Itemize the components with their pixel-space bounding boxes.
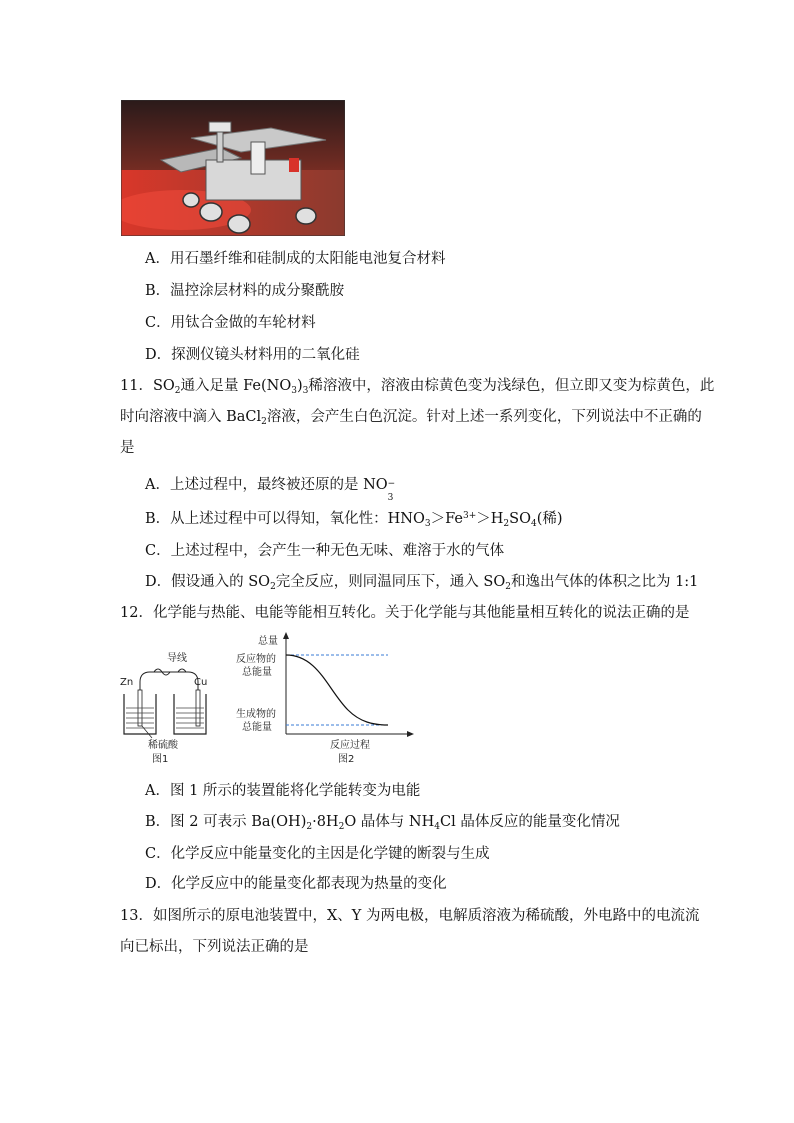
fig2-x-label: 反应过程 <box>330 740 370 751</box>
q12-option-d: D．化学反应中的能量变化都表现为热量的变化 <box>145 876 447 892</box>
fig1-cu-label: Cu <box>194 677 208 688</box>
mars-rover-photo <box>121 100 345 236</box>
q11-stem-line1: 11．$SO_2$通入足量 $Fe(NO_3)_3$稀溶液中，溶液由棕黄色变为浅绿色，但立即又变为棕黄色，此 <box>120 378 715 396</box>
q10-option-b: B．温控涂层材料的成分聚酰胺 <box>145 283 345 299</box>
q11-stem-line3: 是 <box>120 440 135 456</box>
q10-option-c: C．用钛合金做的车轮材料 <box>145 315 316 331</box>
q11-option-c: C．上述过程中，会产生一种无色无味、难溶于水的气体 <box>145 543 505 559</box>
fig2-reactant-label-2: 总能量 <box>242 667 272 678</box>
q10-option-a: A．用石墨纤维和硅制成的太阳能电池复合材料 <box>145 251 446 267</box>
fig1-caption: 图1 <box>152 754 169 765</box>
q11-option-b: B．从上述过程中可以得知，氧化性：$HNO_3>Fe^{3+}>H_2SO_4$(稀) <box>145 511 563 529</box>
fig2-reactant-label-1: 反应物的 <box>236 654 276 665</box>
q11-stem-line2: 时向溶液中滴入 BaCl$_2$溶液，会产生白色沉淀。针对上述一系列变化，下列说法中不正确的 <box>120 409 702 427</box>
q12-option-b: B．图 2 可表示 $Ba(OH)_2\cdot 8H_2O$ 晶体与 $NH_4Cl$ 晶体反应的能量变化情况 <box>145 814 620 832</box>
q11-option-d: D．假设通入的 $SO_2$完全反应，则同温同压下，通入 $SO_2$和逸出气体的体积之比为 1:1 <box>145 574 699 592</box>
figure-2-energy-diagram <box>228 630 418 766</box>
q10-option-d: D．探测仪镜头材料用的二氧化硅 <box>145 347 360 363</box>
figure-1-galvanic-cell <box>118 646 218 766</box>
fig1-zn-label: Zn <box>120 677 134 688</box>
q12-option-a: A．图 1 所示的装置能将化学能转变为电能 <box>145 783 421 799</box>
fig2-product-label-1: 生成物的 <box>236 709 276 720</box>
q13-stem-line2: 向已标出，下列说法正确的是 <box>120 939 309 955</box>
fig2-y-label: 总量 <box>258 636 278 647</box>
fig2-product-label-2: 总能量 <box>242 722 272 733</box>
q11-option-a: A．上述过程中，最终被还原的是 NO − 3 <box>145 477 396 503</box>
fig1-acid-label: 稀硫酸 <box>148 740 178 751</box>
q12-stem: 12．化学能与热能、电能等能相互转化。关于化学能与其他能量相互转化的说法正确的是 <box>120 605 690 621</box>
fig2-caption: 图2 <box>338 754 355 765</box>
q12-option-c: C．化学反应中能量变化的主因是化学键的断裂与生成 <box>145 846 490 862</box>
q13-stem-line1: 13．如图所示的原电池装置中，X、Y 为两电极，电解质溶液为稀硫酸，外电路中的电流流 <box>120 908 700 924</box>
fig1-wire-label: 导线 <box>167 653 187 664</box>
